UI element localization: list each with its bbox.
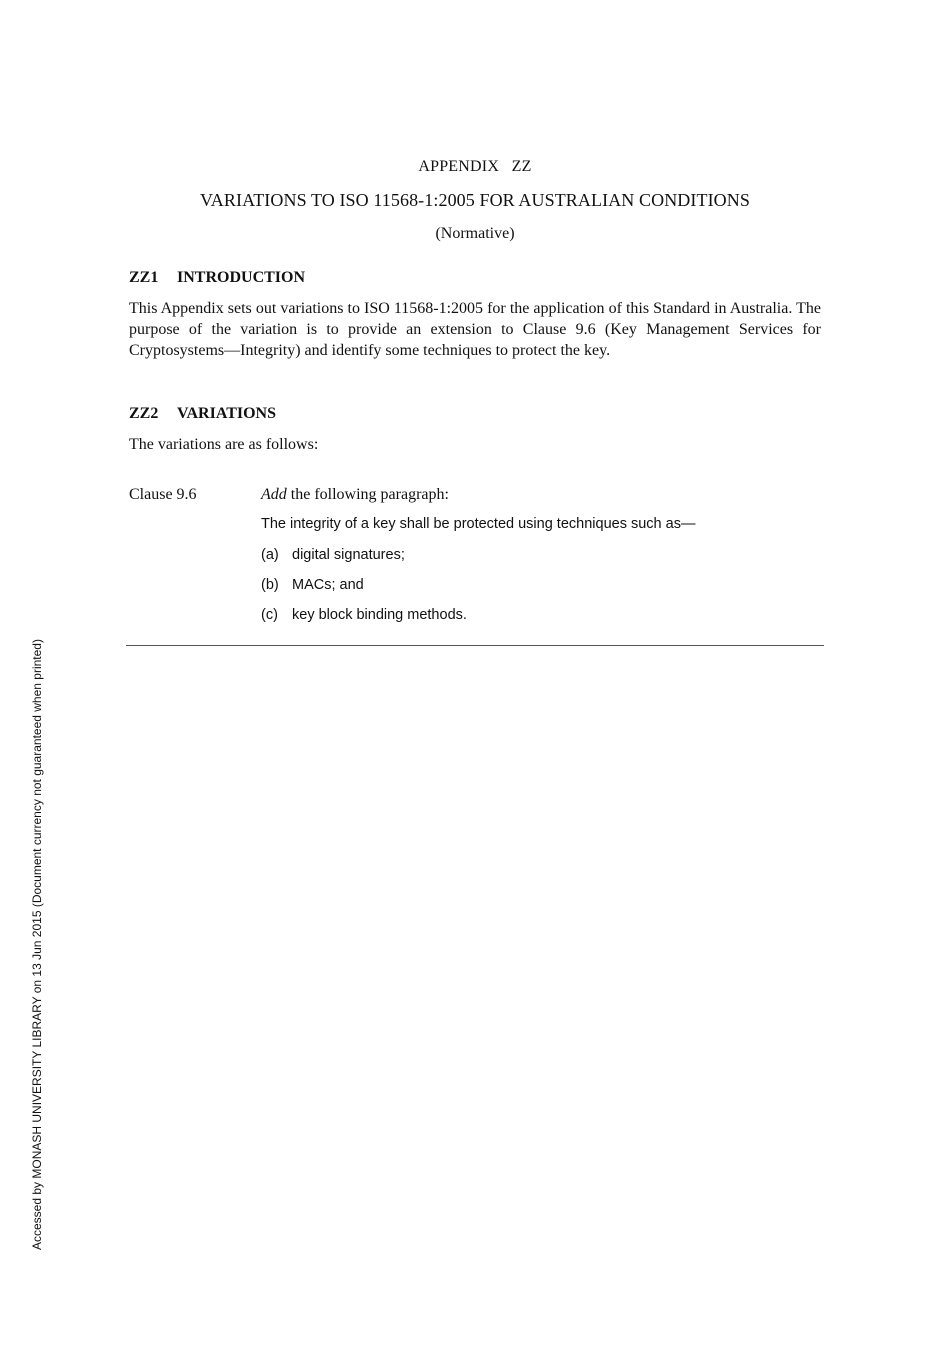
section-heading-zz2 <box>129 405 276 423</box>
list-item-label: (c) <box>261 607 278 623</box>
list-item <box>261 547 405 563</box>
list-item-text: MACs; and <box>292 577 364 593</box>
clause-instruction <box>261 486 449 504</box>
list-item-label: (a) <box>261 547 279 563</box>
instruction-emphasis: Add <box>261 486 287 503</box>
section-heading-zz1 <box>129 269 305 287</box>
list-item-text: digital signatures; <box>292 547 405 563</box>
appendix-label: APPENDIX ZZ <box>418 158 532 175</box>
variations-paragraph: The variations are as follows: <box>129 436 319 453</box>
section-number: ZZ2 <box>129 405 159 422</box>
clause-statement: The integrity of a key shall be protected using techniques such as— <box>261 516 696 532</box>
clause-label: Clause 9.6 <box>129 486 197 503</box>
page-title: VARIATIONS TO ISO 11568-1:2005 FOR AUSTRALIAN CONDITIONS <box>200 190 750 210</box>
normative-label: (Normative) <box>435 225 515 242</box>
introduction-paragraph: This Appendix sets out variations to ISO 11568-1:2005 for the application of this Standard in Australia. The purpose of the variation is to provide an extension to Clause 9.6 (Key Management Services for Cryptosystems—Integrity) and identify some techniques to protect the key. <box>129 300 821 359</box>
list-item <box>261 607 467 623</box>
list-item-label: (b) <box>261 577 279 593</box>
list-item <box>261 577 364 593</box>
section-title: VARIATIONS <box>177 405 276 422</box>
end-divider <box>126 645 824 646</box>
instruction-rest: the following paragraph: <box>286 486 449 503</box>
section-number: ZZ1 <box>129 269 159 286</box>
section-title: INTRODUCTION <box>177 269 306 286</box>
access-watermark: Accessed by MONASH UNIVERSITY LIBRARY on 13 Jun 2015 (Document currency not guaranteed when printed) <box>30 639 44 1250</box>
list-item-text: key block binding methods. <box>292 607 467 623</box>
